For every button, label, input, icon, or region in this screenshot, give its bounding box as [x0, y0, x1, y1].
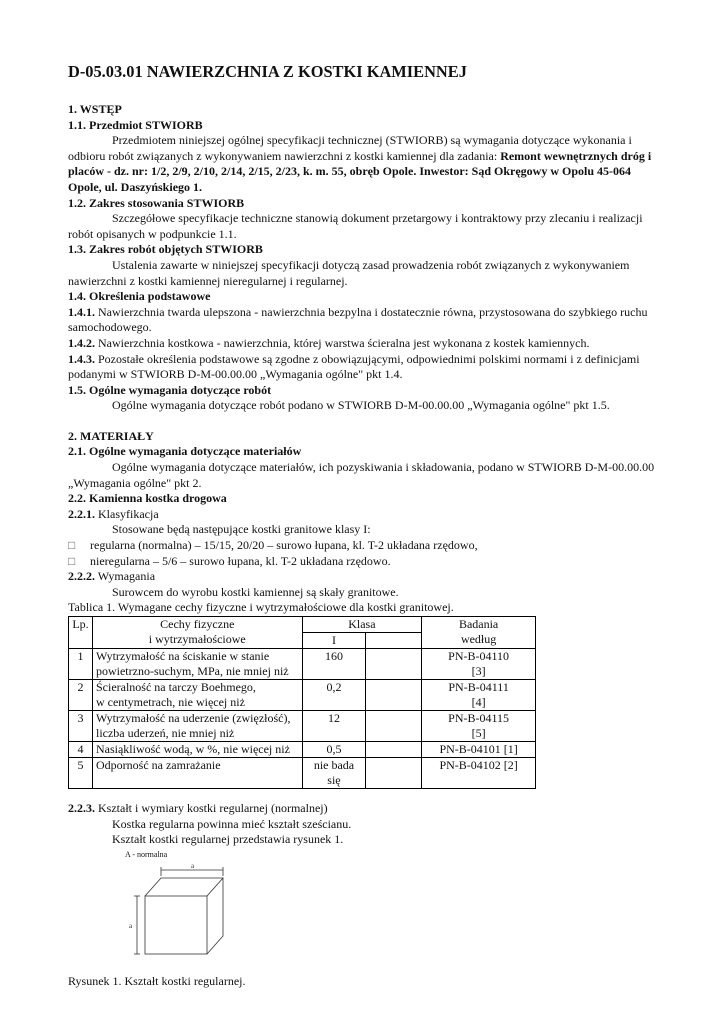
cell-lp: [69, 758, 93, 789]
section-2-1-text: Ogólne wymagania dotyczące materiałów, ich pozyskiwania i składowania, podano w STWIORB D-M-00.00.00 „Wymagania ogólne" pkt 2.: [68, 460, 655, 490]
cell-lp-text: 1: [77, 649, 84, 663]
cell-lp-text: 2: [77, 680, 84, 694]
section-1-1-text-plain: Przedmiotem niniejszej ogólnej specyfikacji technicznej (STWIORB) są wymagania dotyczące wykonania i odbioru robót związanych z wykonywaniem nawierzchni z kostki kamiennej dla zadania:: [68, 133, 632, 163]
section-2-2-3-text-2: Kształt kostki regularnej przedstawia rysunek 1.: [112, 832, 344, 847]
list-item: [68, 538, 658, 554]
cell-klasa-empty: [366, 742, 422, 758]
cell-cechy: [92, 742, 302, 758]
cell-badania-text: [3]: [471, 664, 486, 678]
subsection-title: Wymagania: [95, 569, 156, 584]
subsection-title: Klasyfikacja: [95, 506, 159, 521]
cube-side-face: [207, 878, 223, 954]
section-1-2-text: Szczegółowe specyfikacje techniczne stanowią dokument przetargowy i kontraktowy przy zlecaniu i realizacji robót opisanych w podpunkcie 1.1.: [68, 211, 643, 241]
cell-badania-text: PN-B-04102 [2]: [439, 758, 518, 772]
subsection-2-2-2: [68, 569, 658, 585]
cell-cechy-text: Odporność na zamrażanie: [95, 758, 221, 772]
cell-klasa: [302, 649, 366, 680]
cell-cechy: [92, 680, 302, 711]
section-2-2-3-text-1: Kostka regularna powinna mieć kształt sześcianu.: [112, 816, 352, 831]
cell-badania-text: PN-B-04111: [448, 680, 509, 694]
document-title: D-05.03.01 NAWIERZCHNIA Z KOSTKI KAMIENNEJ: [68, 62, 467, 81]
definition-text: Nawierzchnia kostkowa - nawierzchnia, której warstwa ścieralna jest wykonana z kostek kamiennych.: [95, 335, 590, 350]
cell-klasa: [302, 742, 366, 758]
cell-cechy-text: Ścieralność na tarczy Boehmego,: [95, 680, 256, 694]
subsection-number: 2.2.3.: [68, 801, 95, 815]
figure-cube: [123, 849, 251, 968]
cube-front-face: [145, 896, 207, 954]
figure-caption: Rysunek 1. Kształt kostki regularnej.: [68, 973, 246, 988]
cell-cechy: [92, 758, 302, 789]
cell-cechy-text: liczba uderzeń, nie mniej niż: [95, 726, 235, 740]
cell-badania-text: PN-B-04101 [1]: [439, 742, 518, 756]
table-caption: Tablica 1. Wymagane cechy fizyczne i wytrzymałościowe dla kostki granitowej.: [68, 600, 454, 615]
cell-klasa-empty: [366, 649, 422, 680]
cell-cechy-text: w centymetrach, nie więcej niż: [95, 695, 245, 709]
header-klasa: Klasa: [302, 617, 422, 633]
table-row: [69, 680, 536, 711]
subsection-2-2-1: [68, 507, 658, 523]
cell-lp: [69, 711, 93, 742]
header-lp: Lp.: [69, 617, 93, 649]
list-item-text: nieregularna – 5/6 – surowo łupana, kl. T-2 układana rzędowo.: [90, 553, 391, 568]
cell-badania-text: [4]: [471, 695, 486, 709]
subsection-title: Kształt i wymiary kostki regularnej (normalnej): [95, 801, 328, 815]
header-cechy-line1: Cechy fizyczne: [160, 617, 235, 631]
cell-lp-text: 4: [77, 742, 84, 756]
checkbox-bullet-icon: □: [68, 553, 76, 568]
cell-klasa-empty: [366, 711, 422, 742]
cell-klasa: [302, 758, 366, 789]
subsection-2-2-3: [68, 801, 658, 817]
section-1-3-heading: 1.3. Zakres robót objętych STWIORB: [68, 242, 263, 257]
definition-number: 1.4.2.: [68, 335, 95, 350]
cell-klasa: [302, 680, 366, 711]
cell-klasa: [302, 711, 366, 742]
cell-badania-text: [5]: [471, 726, 486, 740]
cube-drawing: [123, 856, 251, 968]
cell-klasa-text: 12: [327, 711, 340, 725]
section-1-2-heading: 1.2. Zakres stosowania STWIORB: [68, 195, 245, 210]
cell-cechy: [92, 711, 302, 742]
definition-text: Pozostałe określenia podstawowe są zgodne z obowiązującymi, odpowiednimi polskimi normami i z definicjami podanymi w STWIORB D-M-00.00.00 „Wymagania ogólne" pkt 1.4.: [68, 351, 640, 382]
cell-lp: [69, 649, 93, 680]
table-row: [69, 758, 536, 789]
list-item: [68, 554, 658, 570]
dimension-label-top: a: [191, 861, 195, 870]
cell-lp-text: 5: [77, 758, 84, 772]
cell-badania: [422, 742, 536, 758]
section-2-heading: 2. MATERIAŁY: [68, 428, 154, 443]
table-row: [69, 649, 536, 680]
section-1-1-text-bold: Remont wewnętrznych dróg i placów - dz. nr: 1/2, 2/9, 2/10, 2/14, 2/15, 2/23, k. m. 55, obręb Opole. Inwestor: Sąd Okręgowy w Opolu 45-064 Opole, ul. Daszyńskiego 1.: [68, 148, 652, 194]
cell-lp: [69, 742, 93, 758]
section-2-1-heading: 2.1. Ogólne wymagania dotyczące materiałów: [68, 444, 302, 459]
definition-number: 1.4.3.: [68, 351, 95, 366]
table-row: [69, 711, 536, 742]
table-header-row: [69, 617, 536, 633]
header-klasa-i: I: [302, 633, 366, 649]
cell-klasa-empty: [366, 758, 422, 789]
header-klasa-empty: [366, 633, 422, 649]
document-page: [68, 62, 658, 989]
definition-1-4-2: [68, 336, 658, 352]
section-1-3-text: Ustalenia zawarte w niniejszej specyfikacji dotyczą zasad prowadzenia robót związanych z wykonywaniem nawierzchni z kostki kamiennej nieregularnej i regularnej.: [68, 257, 630, 288]
section-1-5-heading: 1.5. Ogólne wymagania dotyczące robót: [68, 382, 272, 397]
cube-top-face: [145, 878, 223, 896]
header-cechy: [92, 617, 302, 649]
section-2-2-heading: 2.2. Kamienna kostka drogowa: [68, 491, 227, 506]
cell-cechy-text: Wytrzymałość na uderzenie (zwięzłość),: [95, 711, 291, 725]
cell-lp: [69, 680, 93, 711]
cell-klasa-text: 160: [324, 649, 343, 663]
cell-klasa-empty: [366, 680, 422, 711]
section-2-2-1-text: Stosowane będą następujące kostki granitowe klasy I:: [112, 522, 371, 537]
subsection-number: 2.2.1.: [68, 506, 95, 521]
section-1-1-text: [68, 133, 658, 195]
cell-lp-text: 3: [77, 711, 84, 725]
dimension-label-side: a: [129, 921, 133, 930]
definition-1-4-3: [68, 352, 658, 383]
subsection-number: 2.2.2.: [68, 569, 95, 584]
header-badania: [422, 617, 536, 649]
section-1-1-heading: 1.1. Przedmiot STWIORB: [68, 117, 203, 132]
figure-label: A - normalna: [125, 849, 168, 859]
section-1-4-heading: 1.4. Określenia podstawowe: [68, 289, 211, 304]
cell-cechy-text: Wytrzymałość na ściskanie w stanie: [95, 649, 270, 663]
cell-badania: [422, 680, 536, 711]
header-badania-line2: według: [460, 632, 497, 646]
cell-badania-text: PN-B-04115: [448, 711, 510, 725]
cell-klasa-text: nie bada: [313, 758, 355, 772]
definition-1-4-1: [68, 305, 658, 336]
section-2-2-2-text: Surowcem do wyrobu kostki kamiennej są skały granitowe.: [112, 584, 399, 599]
cell-cechy-text: powietrzno-suchym, MPa, nie mniej niż: [95, 664, 289, 678]
cell-badania-text: PN-B-04110: [448, 649, 510, 663]
definition-text: Nawierzchnia twarda ulepszona - nawierzchnia bezpylna i dostatecznie równa, przystosowana do szybkiego ruchu samochodowego.: [68, 304, 648, 335]
table-row: [69, 742, 536, 758]
cell-klasa-text: 0,5: [326, 742, 342, 756]
cell-klasa-text: się: [327, 773, 341, 787]
section-1-heading: 1. WSTĘP: [68, 102, 122, 116]
section-1-5-text: Ogólne wymagania dotyczące robót podano w STWIORB D-M-00.00.00 „Wymagania ogólne" pkt 1.5.: [112, 398, 610, 413]
requirements-table: [68, 616, 536, 789]
cell-cechy-text: Nasiąkliwość wodą, w %, nie więcej niż: [95, 742, 290, 756]
cell-badania: [422, 649, 536, 680]
cell-cechy: [92, 649, 302, 680]
header-badania-line1: Badania: [458, 617, 499, 631]
checkbox-bullet-icon: □: [68, 538, 76, 553]
cell-klasa-text: 0,2: [326, 680, 342, 694]
cell-badania: [422, 758, 536, 789]
list-item-text: regularna (normalna) – 15/15, 20/20 – surowo łupana, kl. T-2 układana rzędowo,: [90, 538, 478, 553]
definition-number: 1.4.1.: [68, 304, 95, 319]
cell-badania: [422, 711, 536, 742]
header-cechy-line2: i wytrzymałościowe: [148, 632, 246, 646]
